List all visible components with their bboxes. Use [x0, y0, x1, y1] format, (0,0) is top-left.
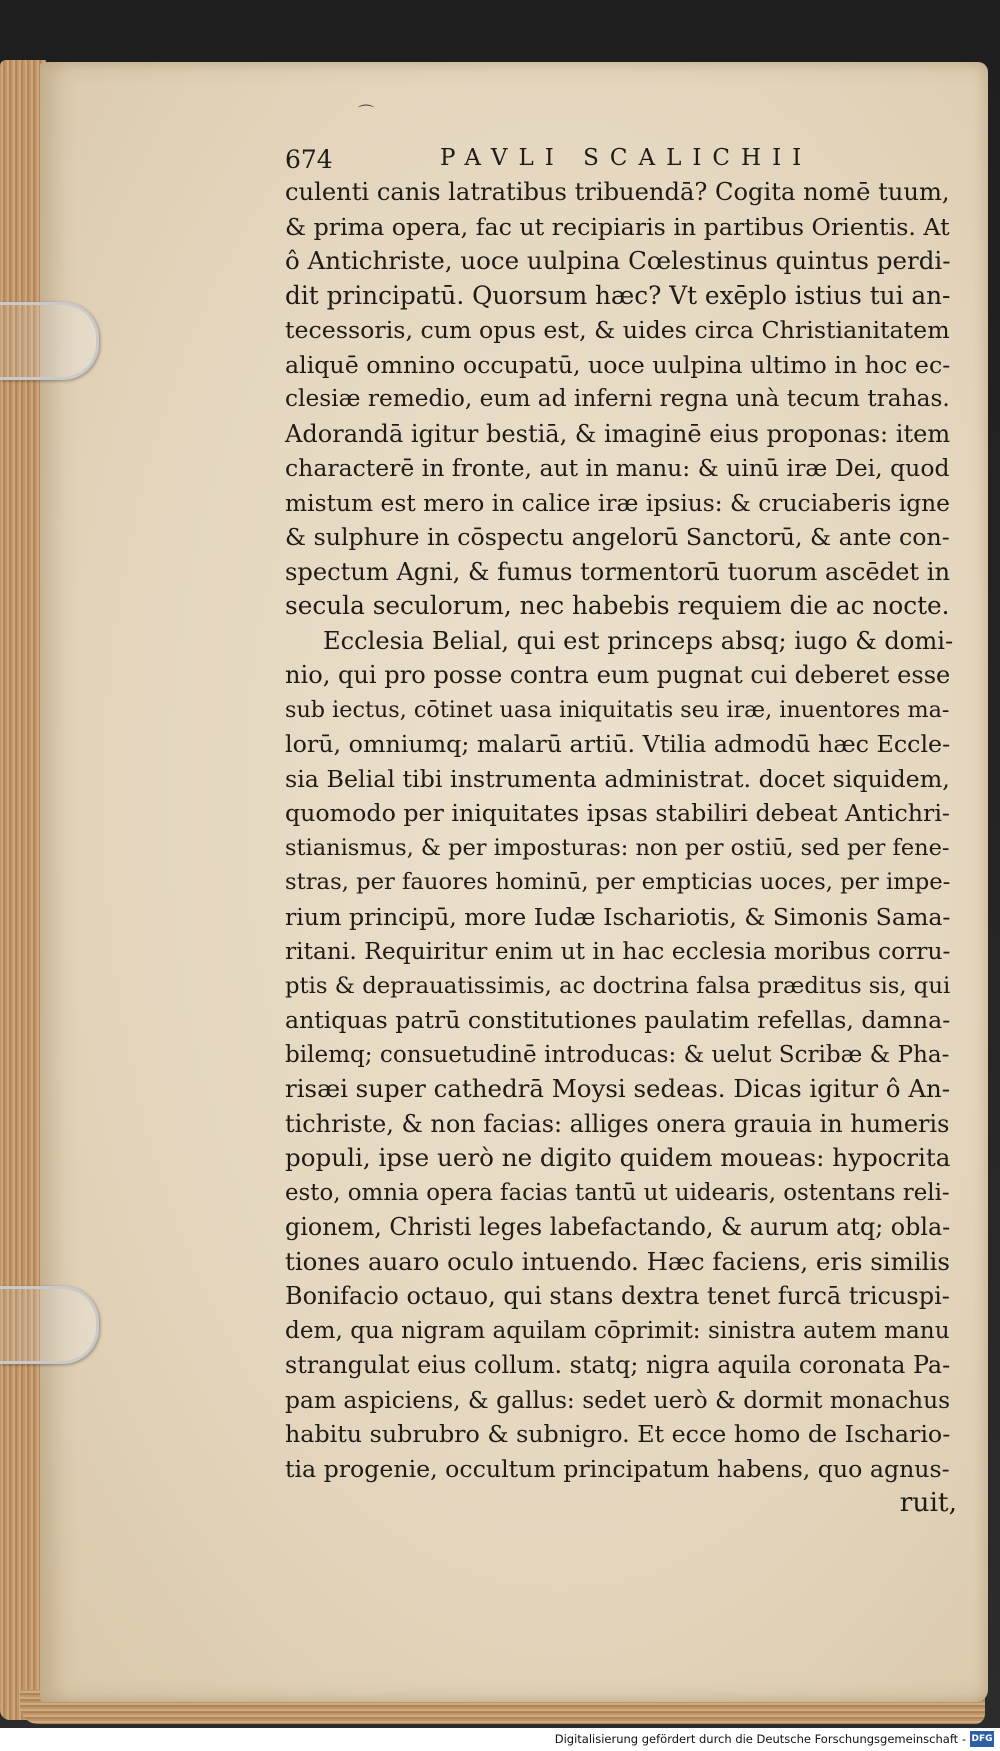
text-line: gionem, Christi leges labefactando, & aurum atq; obla- — [285, 1213, 951, 1241]
text-line: nio, qui pro posse contra eum pugnat cui deberet esse — [285, 661, 951, 689]
text-line: tichriste, & non facias: alliges onera grauia in humeris — [285, 1109, 950, 1138]
catchword: ruit, — [899, 1487, 957, 1518]
text-line: culenti canis latratibus tribuendā? Cogita nomē tuum, — [285, 178, 950, 206]
text-line: pam aspiciens, & gallus: sedet uerò & dormit monachus — [285, 1385, 951, 1414]
page-number: 674 — [285, 145, 333, 174]
text-line: Adorandā igitur bestiā, & imaginē eius proponas: item — [285, 419, 951, 448]
text-line: bilemq; consuetudinē introducas: & uelut Scribæ & Pha- — [285, 1041, 950, 1068]
top-mark: ⌒ — [358, 103, 375, 122]
text-line: characterē in fronte, aut in manu: & uinū iræ Dei, quod — [285, 454, 950, 482]
text-line: Bonifacio octauo, qui stans dextra tenet furcā tricuspi- — [285, 1282, 950, 1310]
text-line: spectum Agni, & fumus tormentorū tuorum ascēdet in — [285, 557, 951, 586]
text-line: clesiæ remedio, eum ad inferni regna unà tecum trahas. — [285, 385, 950, 412]
text-line: sia Belial tibi instrumenta administrat. docet siquidem, — [285, 764, 950, 793]
page-clip-top — [0, 302, 99, 380]
text-line: dem, qua nigram aquilam cōprimit: sinistra autem manu — [285, 1317, 950, 1344]
text-block — [285, 145, 957, 1521]
text-line: tiones auaro oculo intuendo. Hæc faciens, eris similis — [285, 1246, 950, 1276]
text-line: ptis & deprauatissimis, ac doctrina falsa præditus sis, qui — [285, 972, 951, 999]
page-clip-bottom — [0, 1286, 99, 1364]
text-line: ritani. Requiritur enim ut in hac ecclesia moribus corru- — [285, 937, 951, 965]
text-line: risæi super cathedrā Moysi sedeas. Dicas igitur ô An- — [285, 1074, 951, 1103]
text-line: strangulat eius collum. statq; nigra aquila coronata Pa- — [285, 1351, 951, 1379]
digitization-footer — [0, 1728, 1000, 1751]
text-line: ô Antichriste, uoce uulpina Cœlestinus quintus perdi- — [285, 246, 951, 275]
text-line: & sulphure in cōspectu angelorū Sanctorū, & ante con- — [285, 523, 950, 551]
text-line: tia progenie, occultum principatum habens, quo agnus- — [285, 1454, 950, 1483]
text-line: rium principū, more Iudæ Ischariotis, & Simonis Sama- — [285, 902, 951, 931]
footer-credit: Digitalisierung gefördert durch die Deutsche Forschungsgemeinschaft - — [554, 1732, 966, 1746]
text-line: mistum est mero in calice iræ ipsius: & cruciaberis igne — [285, 488, 950, 517]
text-line: populi, ipse uerò ne digito quidem moueas: hypocrita — [285, 1143, 951, 1172]
text-line: secula seculorum, nec habebis requiem die ac nocte. — [285, 591, 950, 620]
text-line: esto, omnia opera facias tantū ut uidearis, ostentans reli- — [285, 1179, 950, 1206]
text-line: quomodo per iniquitates ipsas stabiliri debeat Antichri- — [285, 799, 950, 827]
dfg-logo-icon: DFG — [970, 1731, 994, 1747]
text-line: sub iectus, cōtinet uasa iniquitatis seu iræ, inuentores ma- — [285, 696, 950, 723]
text-line: stianismus, & per imposturas: non per ostiū, sed per fene- — [285, 834, 950, 861]
text-line: dit principatū. Quorsum hæc? Vt exēplo istius tui an- — [285, 280, 951, 310]
text-line: antiquas patrū constitutiones paulatim refellas, damna- — [285, 1006, 951, 1034]
page-header — [285, 145, 957, 175]
text-line: lorū, omniumq; malarū artiū. Vtilia admodū hæc Eccle- — [285, 730, 951, 758]
running-head: PAVLI SCALICHII — [440, 145, 813, 171]
text-line: & prima opera, fac ut recipiaris in partibus Orientis. At — [285, 212, 950, 241]
text-line: aliquē omnino occupatū, uoce uulpina ultimo in hoc ec- — [285, 350, 951, 379]
text-line: stras, per fauores hominū, per empticias uoces, per impe- — [285, 869, 951, 895]
paragraph-start-line: Ecclesia Belial, qui est princeps absq; iugo & domi- — [323, 626, 954, 655]
text-line: tecessoris, cum opus est, & uides circa Christianitatem — [285, 316, 950, 344]
text-line: habitu subrubro & subnigro. Et ecce homo de Ischario- — [285, 1420, 951, 1448]
